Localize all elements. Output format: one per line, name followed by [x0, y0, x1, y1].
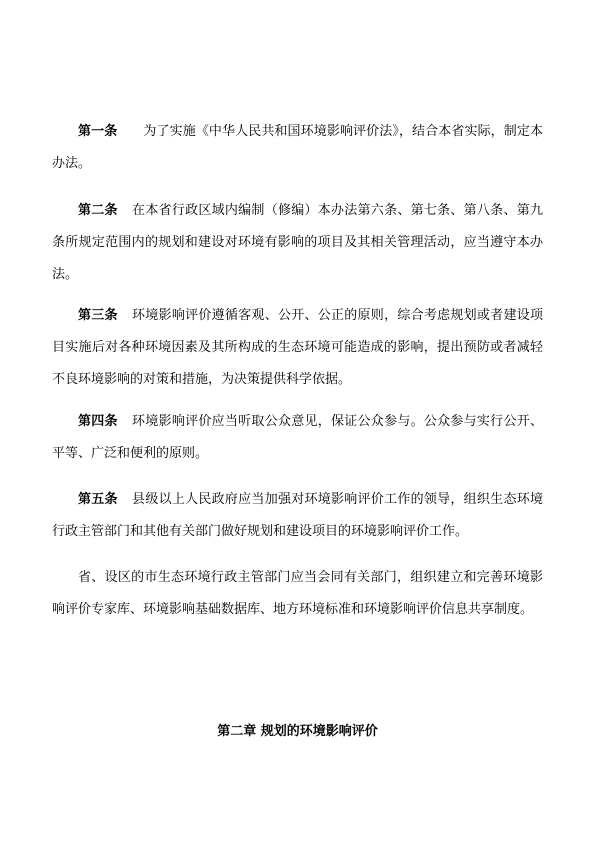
- article-1-text: 为了实施《中华人民共和国环境影响评价法》，结合本省实际，制定本办法。: [52, 124, 543, 171]
- article-3-text: 环境影响评价遵循客观、公开、公正的原则，综合考虑规划或者建设项目实施后对各种环境因素及其所构成的生态环境可能造成的影响，提出预防或者减轻不良环境影响的对策和措施，为决策提供科学依据。: [52, 308, 543, 387]
- article-2: [52, 195, 543, 291]
- article-5-paragraph-2: 省、设区的市生态环境行政主管部门应当会同有关部门，组织建立和完善环境影响评价专家库、环境影响基础数据库、地方环境标准和环境影响评价信息共享制度。: [52, 570, 543, 617]
- article-3-label: 第三条: [78, 308, 118, 323]
- article-1-label: 第一条: [78, 124, 118, 139]
- article-5: [52, 484, 543, 548]
- article-2-text: 在本省行政区域内编制（修编）本办法第六条、第七条、第八条、第九条所规定范围内的规划和建设对环境有影响的项目及其相关管理活动，应当遵守本办法。: [52, 203, 543, 282]
- article-3: [52, 300, 543, 396]
- article-5-label: 第五条: [78, 492, 118, 507]
- article-1: [52, 116, 543, 180]
- article-4: [52, 406, 543, 470]
- article-2-label: 第二条: [78, 203, 118, 218]
- article-4-text: 环境影响评价应当听取公众意见，保证公众参与。公众参与实行公开、平等、广泛和便利的原则。: [52, 414, 543, 461]
- chapter-heading: 第二章 规划的环境影响评价: [217, 724, 378, 739]
- article-4-label: 第四条: [78, 414, 118, 429]
- article-5-text: 县级以上人民政府应当加强对环境影响评价工作的领导，组织生态环境行政主管部门和其他有关部门做好规划和建设项目的环境影响评价工作。: [52, 492, 543, 539]
